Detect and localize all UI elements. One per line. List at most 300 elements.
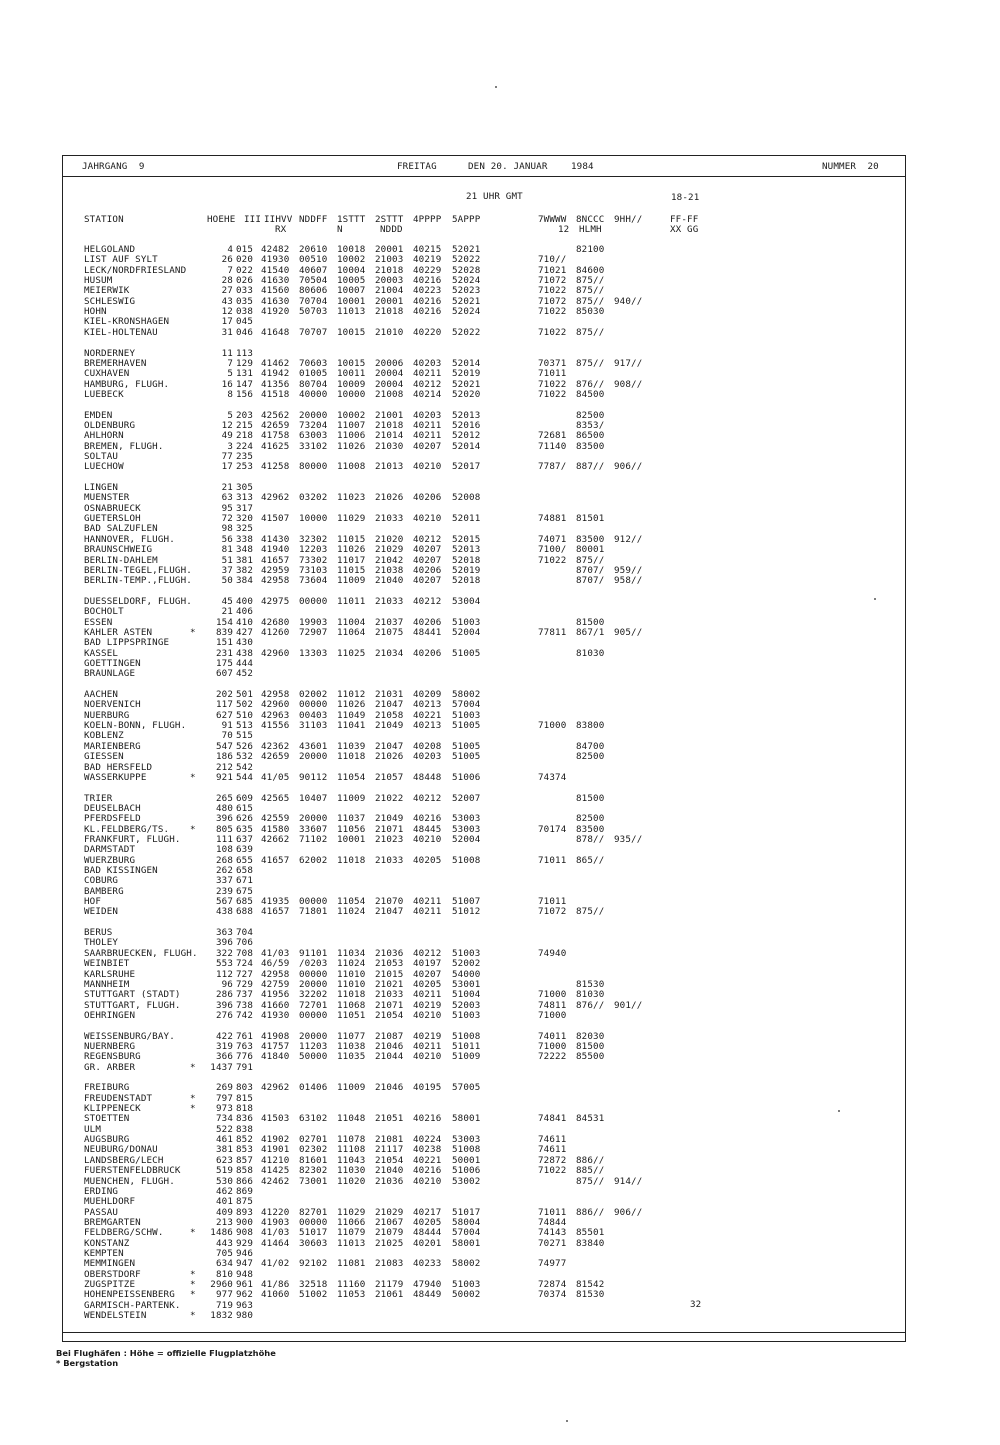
cell-9hh: 908// [614, 378, 643, 390]
station-name: ZUGSPITZE [84, 1279, 136, 1290]
station-height: 319 [215, 1040, 233, 1052]
cell-5appp: 52004 [452, 626, 481, 638]
station-name: AACHEN [84, 689, 119, 701]
cell-1sttt: 11023 [337, 492, 366, 504]
station-iii: 544 [236, 771, 254, 783]
table-row [0, 359, 1000, 370]
station-height: 11 [221, 347, 233, 359]
cell-2sttt: 21179 [375, 1279, 404, 1290]
table-row [0, 959, 1000, 970]
cell-2sttt: 21047 [375, 699, 404, 711]
cell-7wwww: 710// [538, 254, 567, 266]
cell-2sttt: 20001 [375, 295, 404, 307]
cell-1sttt: 11051 [337, 1009, 366, 1021]
cell-4pppp: 40207 [413, 575, 442, 587]
cell-2sttt: 21053 [375, 958, 404, 970]
cell-nddff: 12203 [299, 544, 328, 556]
cell-nddff: 02701 [299, 1134, 328, 1146]
table-row [0, 462, 1000, 473]
cell-1sttt: 10002 [337, 409, 366, 421]
station-height: 973 [215, 1103, 233, 1115]
cell-9hh: 935// [614, 833, 643, 845]
cell-nddff: 73204 [299, 419, 328, 431]
station-iii: 218 [236, 430, 254, 442]
station-height: 810 [215, 1268, 233, 1280]
cell-4pppp: 40211 [413, 368, 442, 380]
cell-iihvv: 41560 [261, 285, 290, 297]
cell-iihvv: 41430 [261, 533, 290, 545]
station-iii: 438 [236, 647, 254, 659]
cell-2sttt: 21061 [375, 1289, 404, 1301]
table-row [0, 1125, 1000, 1136]
cell-nddff: 91101 [299, 947, 328, 959]
cell-nddff: 01406 [299, 1082, 328, 1094]
station-name: MEMMINGEN [84, 1258, 136, 1270]
station-name: WEISSENBURG/BAY. [84, 1030, 175, 1042]
cell-5appp: 51007 [452, 896, 481, 908]
cell-5appp: 51003 [452, 947, 481, 959]
station-height: 839 [215, 626, 233, 638]
station-height: 111 [215, 833, 233, 845]
cell-2sttt: 21070 [375, 896, 404, 908]
station-name: WUERZBURG [84, 854, 136, 866]
cell-8nccc: 82100 [576, 244, 605, 255]
row-spacer [0, 400, 1000, 411]
station-height: 553 [215, 958, 233, 970]
station-height: 268 [215, 854, 233, 866]
row-spacer [0, 1073, 1000, 1084]
cell-5appp: 51008 [452, 1144, 481, 1156]
cell-1sttt: 11049 [337, 709, 366, 721]
table-row [0, 928, 1000, 939]
cell-iihvv: 41210 [261, 1154, 290, 1166]
station-iii: 513 [236, 720, 254, 732]
cell-4pppp: 40207 [413, 544, 442, 556]
cell-7wwww: 71072 [538, 295, 567, 307]
station-height: 623 [215, 1154, 233, 1166]
cell-5appp: 58001 [452, 1113, 481, 1125]
station-height: 8 [227, 388, 233, 400]
station-name: KASSEL [84, 647, 119, 659]
row-spacer [0, 918, 1000, 929]
cell-8nccc: 8707/ [576, 575, 605, 587]
cell-5appp: 52013 [452, 409, 481, 421]
cell-7wwww: 71011 [538, 1206, 567, 1218]
cell-8nccc: 875// [576, 1175, 605, 1187]
cell-8nccc: 886// [576, 1206, 605, 1218]
table-row [0, 483, 1000, 494]
station-iii: 515 [236, 730, 254, 742]
station-name: MUEHLDORF [84, 1196, 136, 1208]
cell-4pppp: 40216 [413, 295, 442, 307]
mountain-marker: * [190, 1268, 196, 1280]
cell-nddff: 71801 [299, 906, 328, 918]
station-iii: 729 [236, 978, 254, 990]
station-height: 112 [215, 968, 233, 980]
station-name: BRAUNSCHWEIG [84, 544, 153, 556]
station-height: 2960 [210, 1279, 233, 1290]
cell-1sttt: 11043 [337, 1154, 366, 1166]
mountain-marker: * [190, 1279, 196, 1290]
col-iihvv: IIHVV [264, 214, 293, 225]
cell-4pppp: 40211 [413, 430, 442, 442]
cell-nddff: 92102 [299, 1258, 328, 1270]
cell-4pppp: 40209 [413, 689, 442, 701]
cell-iihvv: 41464 [261, 1237, 290, 1249]
cell-iihvv: 42559 [261, 813, 290, 825]
cell-8nccc: 81530 [576, 978, 605, 990]
cell-2sttt: 21058 [375, 709, 404, 721]
station-height: 77 [221, 451, 233, 462]
station-iii: 838 [236, 1123, 254, 1135]
cell-4pppp: 40208 [413, 740, 442, 752]
station-name: KLIPPENECK [84, 1103, 141, 1115]
cell-4pppp: 40203 [413, 409, 442, 421]
cell-1sttt: 10007 [337, 285, 366, 297]
cell-4pppp: 48448 [413, 771, 442, 783]
station-height: 43 [221, 295, 233, 307]
col-8nccc-sub: HLMH [579, 224, 602, 235]
station-name: THOLEY [84, 937, 119, 949]
cell-1sttt: 11026 [337, 440, 366, 452]
station-iii: 946 [236, 1247, 254, 1259]
table-row [0, 1032, 1000, 1043]
cell-1sttt: 10011 [337, 368, 366, 380]
col-2sttt-sub: NDDD [380, 224, 403, 235]
cell-nddff: 40000 [299, 388, 328, 400]
cell-5appp: 52013 [452, 544, 481, 556]
station-name: OBERSTDORF [84, 1268, 141, 1280]
station-name: ULM [84, 1123, 102, 1135]
station-name: BAD SALZUFLEN [84, 523, 158, 535]
station-name: FRANKFURT, FLUGH. [84, 833, 181, 845]
cell-4pppp: 40224 [413, 1134, 442, 1146]
cell-8nccc: 875// [576, 285, 605, 297]
station-name: MANNHEIM [84, 978, 130, 990]
cell-7wwww: 74844 [538, 1216, 567, 1228]
cell-iihvv: 42975 [261, 595, 290, 607]
cell-1sttt: 11053 [337, 1289, 366, 1301]
station-iii: 857 [236, 1154, 254, 1166]
cell-9hh: 914// [614, 1175, 643, 1187]
table-row [0, 721, 1000, 732]
cell-5appp: 51008 [452, 1030, 481, 1042]
cell-4pppp: 47940 [413, 1279, 442, 1290]
cell-7wwww: 72872 [538, 1154, 567, 1166]
table-row [0, 970, 1000, 981]
station-height: 31 [221, 326, 233, 338]
station-name: AUGSBURG [84, 1134, 130, 1146]
cell-5appp: 52003 [452, 999, 481, 1011]
cell-iihvv: 42659 [261, 419, 290, 431]
station-height: 117 [215, 699, 233, 711]
station-height: 396 [215, 937, 233, 949]
cell-9hh: 912// [614, 533, 643, 545]
station-height: 12 [221, 419, 233, 431]
cell-4pppp: 40212 [413, 533, 442, 545]
station-iii: 430 [236, 637, 254, 649]
table-row [0, 504, 1000, 515]
station-name: KIEL-KRONSHAGEN [84, 316, 170, 328]
cell-nddff: 51002 [299, 1289, 328, 1301]
cell-7wwww: 71011 [538, 854, 567, 866]
cell-8nccc: 876// [576, 378, 605, 390]
station-name: BERLIN-DAHLEM [84, 554, 158, 566]
station-iii: 156 [236, 388, 254, 400]
station-iii: 869 [236, 1185, 254, 1197]
cell-5appp: 52024 [452, 306, 481, 318]
station-name: BOCHOLT [84, 606, 124, 618]
cell-nddff: 82302 [299, 1165, 328, 1177]
station-name: BAMBERG [84, 885, 124, 897]
station-height: 28 [221, 275, 233, 287]
cell-5appp: 52021 [452, 244, 481, 255]
cell-2sttt: 21015 [375, 968, 404, 980]
cell-5appp: 51006 [452, 1165, 481, 1177]
station-name: HELGOLAND [84, 244, 136, 255]
station-name: OLDENBURG [84, 419, 136, 431]
table-row [0, 845, 1000, 856]
station-height: 49 [221, 430, 233, 442]
cell-2sttt: 21023 [375, 833, 404, 845]
station-iii: 815 [236, 1092, 254, 1104]
cell-4pppp: 40214 [413, 388, 442, 400]
cell-2sttt: 21087 [375, 1030, 404, 1042]
cell-nddff: 00000 [299, 896, 328, 908]
table-row [0, 286, 1000, 297]
cell-5appp: 58004 [452, 1216, 481, 1228]
cell-4pppp: 40216 [413, 813, 442, 825]
cell-nddff: 00000 [299, 595, 328, 607]
station-height: 462 [215, 1185, 233, 1197]
station-name: COBURG [84, 875, 119, 887]
station-height: 366 [215, 1051, 233, 1063]
station-name: BREMGARTEN [84, 1216, 141, 1228]
cell-iihvv: 41258 [261, 461, 290, 473]
cell-1sttt: 11024 [337, 958, 366, 970]
table-row [0, 1270, 1000, 1281]
cell-7wwww: 71011 [538, 896, 567, 908]
station-name: NUERNBERG [84, 1040, 136, 1052]
cell-2sttt: 21036 [375, 947, 404, 959]
cell-4pppp: 40216 [413, 306, 442, 318]
station-name: HOHN [84, 306, 107, 318]
station-name: KL.FELDBERG/TS. [84, 823, 170, 835]
station-height: 409 [215, 1206, 233, 1218]
cell-4pppp: 40210 [413, 833, 442, 845]
station-name: FREIBURG [84, 1082, 130, 1094]
station-iii: 763 [236, 1040, 254, 1052]
cell-4pppp: 40215 [413, 244, 442, 255]
cell-iihvv: 41648 [261, 326, 290, 338]
station-height: 98 [221, 523, 233, 535]
station-name: WASSERKUPPE [84, 771, 147, 783]
station-height: 396 [215, 813, 233, 825]
cell-8nccc: 81030 [576, 989, 605, 1001]
table-row [0, 297, 1000, 308]
col-hoehe: HOEHE [207, 214, 236, 225]
station-height: 21 [221, 482, 233, 494]
table-row [0, 669, 1000, 680]
cell-5appp: 52007 [452, 792, 481, 804]
station-height: 3 [227, 440, 233, 452]
table-row [0, 949, 1000, 960]
station-height: 1832 [210, 1310, 233, 1322]
cell-5appp: 51003 [452, 1009, 481, 1021]
cell-4pppp: 40207 [413, 968, 442, 980]
station-height: 337 [215, 875, 233, 887]
station-height: 443 [215, 1237, 233, 1249]
cell-iihvv: 42562 [261, 409, 290, 421]
cell-8nccc: 82500 [576, 813, 605, 825]
table-row [0, 1104, 1000, 1115]
table-row [0, 328, 1000, 339]
table-row [0, 380, 1000, 391]
table-row [0, 638, 1000, 649]
cell-nddff: 81601 [299, 1154, 328, 1166]
cell-1sttt: 11013 [337, 1237, 366, 1249]
table-row [0, 390, 1000, 401]
cell-iihvv: 41758 [261, 430, 290, 442]
cell-iihvv: 42958 [261, 689, 290, 701]
cell-5appp: 50002 [452, 1289, 481, 1301]
cell-4pppp: 40219 [413, 254, 442, 266]
cell-1sttt: 11015 [337, 564, 366, 576]
station-iii: 836 [236, 1113, 254, 1125]
cell-8nccc: 875// [576, 357, 605, 369]
station-height: 50 [221, 575, 233, 587]
cell-5appp: 58001 [452, 1237, 481, 1249]
cell-7wwww: 70174 [538, 823, 567, 835]
cell-5appp: 51005 [452, 751, 481, 763]
station-height: 95 [221, 502, 233, 514]
cell-4pppp: 40203 [413, 751, 442, 763]
station-iii: 038 [236, 306, 254, 318]
cell-7wwww: 72222 [538, 1051, 567, 1063]
cell-5appp: 52024 [452, 275, 481, 287]
station-height: 239 [215, 885, 233, 897]
cell-5appp: 57004 [452, 1227, 481, 1239]
cell-1sttt: 10002 [337, 254, 366, 266]
station-iii: 615 [236, 802, 254, 814]
cell-8nccc: 875// [576, 275, 605, 287]
station-iii: 045 [236, 316, 254, 328]
cell-8nccc: 81030 [576, 647, 605, 659]
cell-2sttt: 21044 [375, 1051, 404, 1063]
cell-1sttt: 11030 [337, 1165, 366, 1177]
cell-nddff: 32202 [299, 989, 328, 1001]
cell-4pppp: 40216 [413, 275, 442, 287]
cell-2sttt: 21037 [375, 616, 404, 628]
station-name: KEMPTEN [84, 1247, 124, 1259]
cell-1sttt: 10018 [337, 244, 366, 255]
cell-4pppp: 40206 [413, 616, 442, 628]
mountain-marker: * [190, 771, 196, 783]
cell-4pppp: 40223 [413, 285, 442, 297]
cell-2sttt: 21036 [375, 1175, 404, 1187]
station-iii: 724 [236, 958, 254, 970]
table-row [0, 763, 1000, 774]
cell-5appp: 51005 [452, 740, 481, 752]
station-height: 56 [221, 533, 233, 545]
cell-iihvv: 42960 [261, 647, 290, 659]
cell-1sttt: 11018 [337, 751, 366, 763]
cell-7wwww: 74071 [538, 533, 567, 545]
station-iii: 908 [236, 1227, 254, 1239]
cell-2sttt: 21040 [375, 575, 404, 587]
cell-4pppp: 40195 [413, 1082, 442, 1094]
cell-7wwww: 71022 [538, 326, 567, 338]
station-name: PFERDSFELD [84, 813, 141, 825]
cell-8nccc: 84600 [576, 264, 605, 276]
cell-2sttt: 21034 [375, 647, 404, 659]
station-name: STUTTGART (STADT) [84, 989, 181, 1001]
station-height: 734 [215, 1113, 233, 1125]
cell-8nccc: 81500 [576, 792, 605, 804]
cell-4pppp: 40219 [413, 999, 442, 1011]
cell-1sttt: 11160 [337, 1279, 366, 1290]
cell-8nccc: 80001 [576, 544, 605, 556]
station-height: 5 [227, 368, 233, 380]
cell-4pppp: 40206 [413, 564, 442, 576]
cell-iihvv: 42462 [261, 1175, 290, 1187]
year-label: 1984 [571, 161, 594, 172]
cell-5appp: 53004 [452, 595, 481, 607]
cell-iihvv: 41/02 [261, 1258, 290, 1270]
table-row [0, 1259, 1000, 1270]
cell-iihvv: 41220 [261, 1206, 290, 1218]
cell-nddff: 00510 [299, 254, 328, 266]
station-name: BERLIN-TEMP.,FLUGH. [84, 575, 192, 587]
cell-4pppp: 40212 [413, 792, 442, 804]
table-row [0, 887, 1000, 898]
cell-nddff: 82701 [299, 1206, 328, 1218]
station-iii: 635 [236, 823, 254, 835]
cell-nddff: 70704 [299, 295, 328, 307]
table-row [0, 1177, 1000, 1188]
cell-1sttt: 11079 [337, 1227, 366, 1239]
jahrgang-label: JAHRGANG 9 [82, 161, 145, 172]
cell-7wwww: 74011 [538, 1030, 567, 1042]
cell-iihvv: 42565 [261, 792, 290, 804]
cell-4pppp: 40216 [413, 1165, 442, 1177]
cell-5appp: 57005 [452, 1082, 481, 1094]
station-iii: 853 [236, 1144, 254, 1156]
cell-iihvv: 41908 [261, 1030, 290, 1042]
cell-1sttt: 11066 [337, 1216, 366, 1228]
cell-5appp: 52022 [452, 254, 481, 266]
cell-1sttt: 11025 [337, 647, 366, 659]
cell-nddff: 80000 [299, 461, 328, 473]
cell-nddff: 10000 [299, 513, 328, 525]
cell-4pppp: 40201 [413, 1237, 442, 1249]
cell-1sttt: 11081 [337, 1258, 366, 1270]
station-iii: 338 [236, 533, 254, 545]
cell-7wwww: 71000 [538, 989, 567, 1001]
cell-5appp: 51017 [452, 1206, 481, 1218]
cell-iihvv: 41657 [261, 906, 290, 918]
cell-4pppp: 40207 [413, 554, 442, 566]
station-name: SAARBRUECKEN, FLUGH. [84, 947, 198, 959]
cell-iihvv: 42662 [261, 833, 290, 845]
station-iii: 129 [236, 357, 254, 369]
cell-2sttt: 21071 [375, 823, 404, 835]
station-name: LECK/NORDFRIESLAND [84, 264, 187, 276]
station-iii: 542 [236, 761, 254, 773]
cell-8nccc: 885// [576, 1165, 605, 1177]
station-iii: 900 [236, 1216, 254, 1228]
cell-nddff: 31103 [299, 720, 328, 732]
